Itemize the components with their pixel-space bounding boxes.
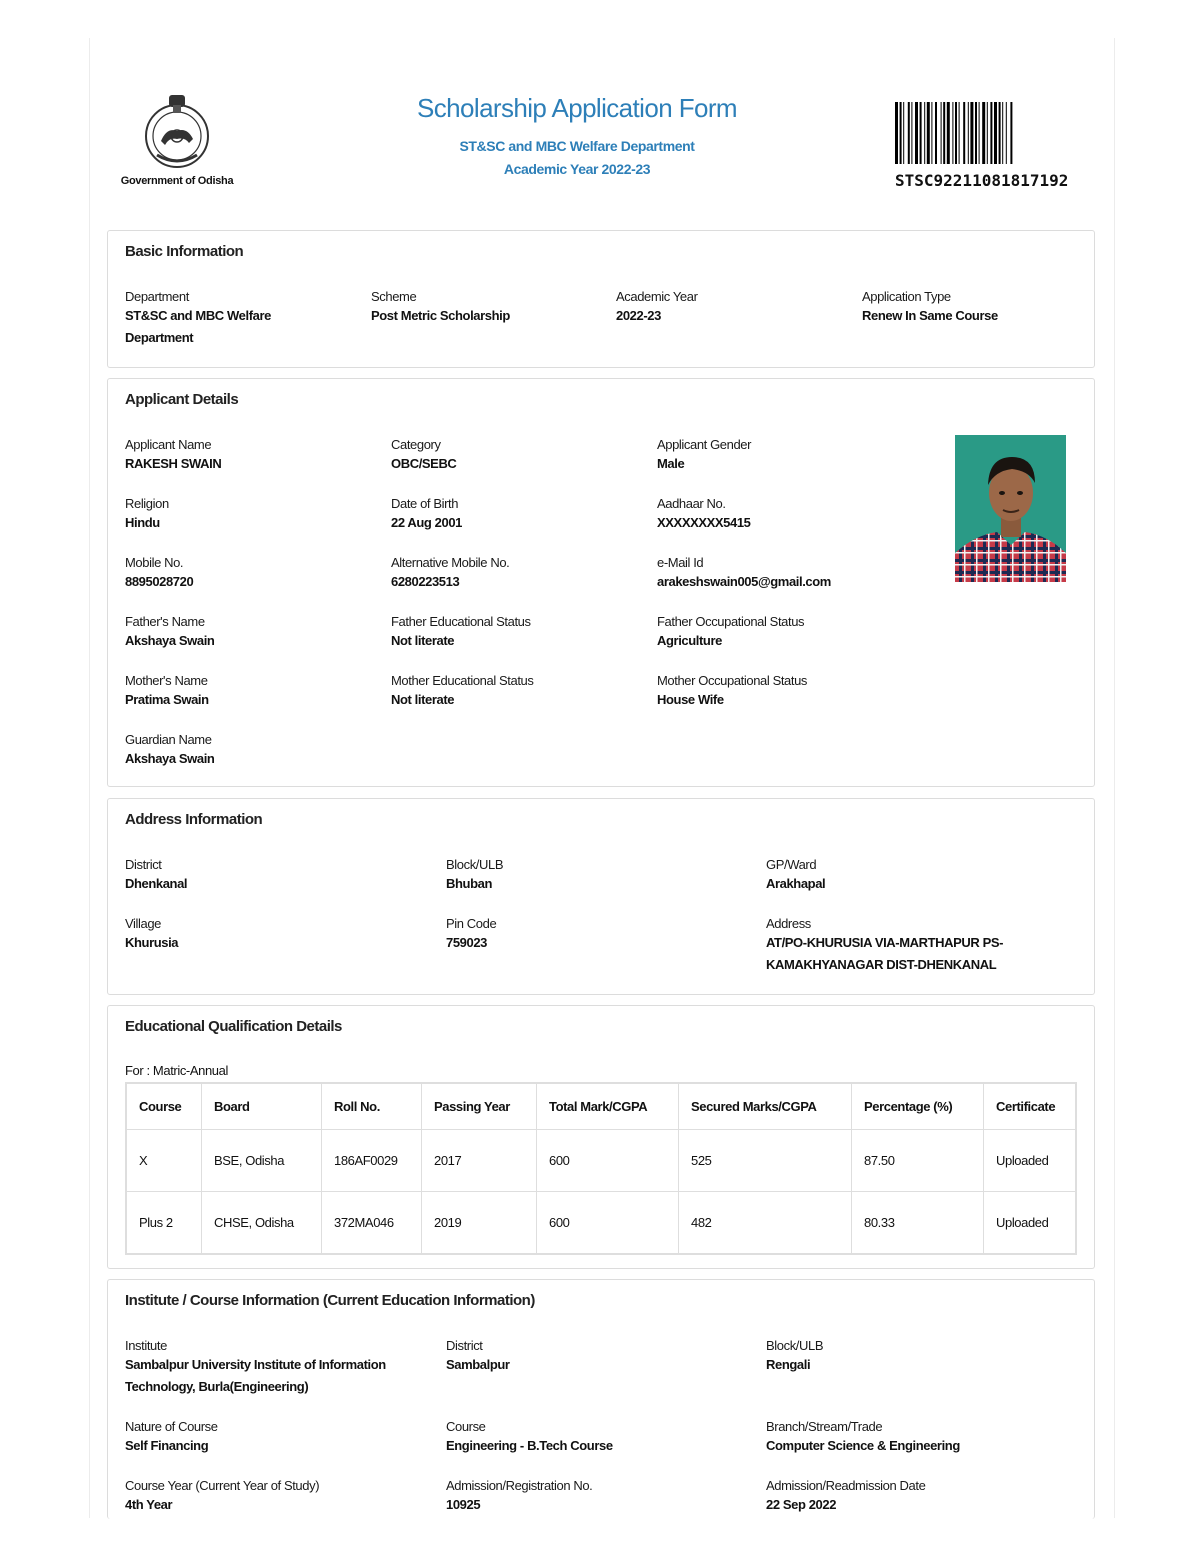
field-label: GP/Ward (766, 857, 817, 872)
table-cell: Uploaded (984, 1192, 1077, 1255)
educational-qualification-section (107, 1005, 1095, 1269)
field-value: Sambalpur University Institute of Information Technology, Burla(Engineering) (125, 1357, 386, 1394)
field-label: Block/ULB (446, 857, 504, 872)
field-value: House Wife (657, 692, 724, 707)
field-label: Date of Birth (391, 496, 459, 511)
table-cell: Plus 2 (126, 1192, 202, 1255)
field-label: Category (391, 437, 441, 452)
field-value: Agriculture (657, 633, 722, 648)
institute-course-section (107, 1279, 1095, 1519)
course-field (446, 1419, 613, 1457)
field-value: Rengali (766, 1357, 811, 1372)
admission-no-field (446, 1478, 592, 1516)
column-header: Course (126, 1083, 202, 1130)
table-cell: BSE, Odisha (202, 1130, 322, 1192)
field-value: Engineering - B.Tech Course (446, 1438, 613, 1453)
guardian-field (125, 732, 214, 770)
address-information-section (107, 798, 1095, 995)
field-value: XXXXXXXX5415 (657, 515, 751, 530)
field-label: Mother's Name (125, 673, 208, 688)
email-field (657, 555, 831, 593)
field-label: Religion (125, 496, 169, 511)
field-label: Applicant Gender (657, 437, 752, 452)
form-header (107, 90, 1095, 220)
table-cell: 2017 (422, 1130, 537, 1192)
field-value: Computer Science & Engineering (766, 1438, 960, 1453)
branch-field (766, 1419, 960, 1457)
field-label: Application Type (862, 289, 951, 304)
field-value: 2022-23 (616, 308, 661, 323)
religion-field (125, 496, 169, 534)
table-cell: CHSE, Odisha (202, 1192, 322, 1255)
field-label: Academic Year (616, 289, 698, 304)
father-name-field (125, 614, 214, 652)
nature-of-course-field (125, 1419, 218, 1457)
column-header: Certificate (984, 1083, 1077, 1130)
field-value: Bhuban (446, 876, 492, 891)
table-cell: 80.33 (852, 1192, 984, 1255)
mother-occ-field (657, 673, 807, 711)
section-title: Institute / Course Information (Current Education Information) (125, 1292, 535, 1309)
field-value: OBC/SEBC (391, 456, 457, 471)
field-label: Guardian Name (125, 732, 212, 747)
field-value: Post Metric Scholarship (371, 308, 510, 323)
field-value: 22 Sep 2022 (766, 1497, 837, 1512)
field-label: Father Occupational Status (657, 614, 805, 629)
field-label: Father's Name (125, 614, 205, 629)
field-label: Department (125, 289, 189, 304)
field-label: e-Mail Id (657, 555, 704, 570)
department-subtitle: ST&SC and MBC Welfare Department (459, 138, 695, 154)
application-type-field (862, 289, 1082, 327)
field-value: Dhenkanal (125, 876, 188, 891)
government-label: Government of Odisha (120, 175, 234, 187)
scheme-field (371, 289, 591, 327)
section-title: Applicant Details (125, 391, 239, 408)
field-value: 6280223513 (391, 574, 460, 589)
gp-ward-field (766, 857, 825, 895)
applicant-photo (955, 435, 1066, 582)
field-label: Admission/Registration No. (446, 1478, 593, 1493)
field-label: Village (125, 916, 161, 931)
field-label: Course Year (Current Year of Study) (125, 1478, 320, 1493)
course-year-field (125, 1478, 319, 1516)
admission-date-field (766, 1478, 925, 1516)
form-title: Scholarship Application Form (417, 93, 737, 123)
field-value: AT/PO-KHURUSIA VIA-MARTHAPUR PS-KAMAKHYANAGAR DIST-DHENKANAL (766, 935, 1004, 972)
section-title: Educational Qualification Details (125, 1018, 342, 1035)
field-label: Mother Occupational Status (657, 673, 808, 688)
field-value: Self Financing (125, 1438, 209, 1453)
field-value: 759023 (446, 935, 487, 950)
field-value: Khurusia (125, 935, 179, 950)
table-row (126, 1192, 1076, 1255)
institute-district-field (446, 1338, 510, 1376)
basic-information-section (107, 230, 1095, 368)
table-row (126, 1130, 1076, 1192)
field-value: Arakhapal (766, 876, 826, 891)
alt-mobile-field (391, 555, 509, 593)
field-label: District (125, 857, 162, 872)
mobile-field (125, 555, 193, 593)
table-cell: Uploaded (984, 1130, 1077, 1192)
academic-year-subtitle: Academic Year 2022-23 (503, 161, 651, 177)
table-cell: 482 (679, 1192, 852, 1255)
field-value: Akshaya Swain (125, 751, 215, 766)
table-cell: 372MA046 (322, 1192, 422, 1255)
address-field (766, 916, 1066, 976)
field-value: Renew In Same Course (862, 308, 998, 323)
table-cell: 87.50 (852, 1130, 984, 1192)
table-cell: 600 (537, 1192, 679, 1255)
field-value: Pratima Swain (125, 692, 209, 707)
odisha-emblem (107, 90, 247, 187)
field-label: Admission/Readmission Date (766, 1478, 926, 1493)
mother-edu-field (391, 673, 533, 711)
qualification-table (125, 1082, 1077, 1255)
section-title: Basic Information (125, 243, 244, 260)
field-label: Mobile No. (125, 555, 184, 570)
field-value: 22 Aug 2001 (391, 515, 462, 530)
field-value: Hindu (125, 515, 160, 530)
field-label: Aadhaar No. (657, 496, 726, 511)
column-header: Passing Year (422, 1083, 537, 1130)
column-header: Board (202, 1083, 322, 1130)
field-value: Akshaya Swain (125, 633, 215, 648)
barcode-block (895, 102, 1095, 190)
applicant-details-section (107, 378, 1095, 787)
applicant-name-field (125, 437, 221, 475)
barcode-number: STSC92211081817192 (895, 171, 1069, 190)
column-header: Secured Marks/CGPA (679, 1083, 852, 1130)
field-label: Mother Educational Status (391, 673, 534, 688)
field-value: 8895028720 (125, 574, 194, 589)
village-field (125, 916, 178, 954)
field-label: Applicant Name (125, 437, 212, 452)
field-label: Nature of Course (125, 1419, 218, 1434)
table-cell: 600 (537, 1130, 679, 1192)
aadhaar-field (657, 496, 751, 534)
field-value: arakeshswain005@gmail.com (657, 574, 831, 589)
field-value: 10925 (446, 1497, 481, 1512)
column-header: Percentage (%) (852, 1083, 984, 1130)
institute-block-field (766, 1338, 823, 1376)
table-cell: 525 (679, 1130, 852, 1192)
pin-code-field (446, 916, 496, 954)
applicant-portrait-icon (955, 435, 1066, 582)
table-cell: 186AF0029 (322, 1130, 422, 1192)
column-header: Roll No. (322, 1083, 422, 1130)
field-label: District (446, 1338, 483, 1353)
field-label: Block/ULB (766, 1338, 824, 1353)
mother-name-field (125, 673, 209, 711)
field-value: Not literate (391, 633, 455, 648)
field-label: Alternative Mobile No. (391, 555, 510, 570)
section-title: Address Information (125, 811, 263, 828)
district-field (125, 857, 187, 895)
field-value: RAKESH SWAIN (125, 456, 222, 471)
department-field (125, 289, 325, 349)
field-value: Not literate (391, 692, 455, 707)
field-value: 4th Year (125, 1497, 173, 1512)
field-label: Address (766, 916, 811, 931)
table-header-row (126, 1083, 1076, 1130)
field-label: Scheme (371, 289, 417, 304)
exam-type-label: For : Matric-Annual (125, 1063, 228, 1078)
field-value: Sambalpur (446, 1357, 510, 1372)
table-cell: 2019 (422, 1192, 537, 1255)
gender-field (657, 437, 751, 475)
column-header: Total Mark/CGPA (537, 1083, 679, 1130)
field-label: Course (446, 1419, 486, 1434)
block-field (446, 857, 503, 895)
category-field (391, 437, 456, 475)
state-emblem-icon (135, 93, 219, 169)
barcode-icon (895, 102, 1093, 164)
father-edu-field (391, 614, 531, 652)
field-label: Father Educational Status (391, 614, 531, 629)
institute-field (125, 1338, 435, 1398)
father-occ-field (657, 614, 804, 652)
field-value: Male (657, 456, 685, 471)
field-label: Institute (125, 1338, 167, 1353)
academic-year-field (616, 289, 816, 327)
field-label: Pin Code (446, 916, 497, 931)
field-label: Branch/Stream/Trade (766, 1419, 883, 1434)
table-cell: X (126, 1130, 202, 1192)
title-block (357, 93, 797, 177)
dob-field (391, 496, 462, 534)
field-value: ST&SC and MBC Welfare Department (125, 308, 271, 345)
